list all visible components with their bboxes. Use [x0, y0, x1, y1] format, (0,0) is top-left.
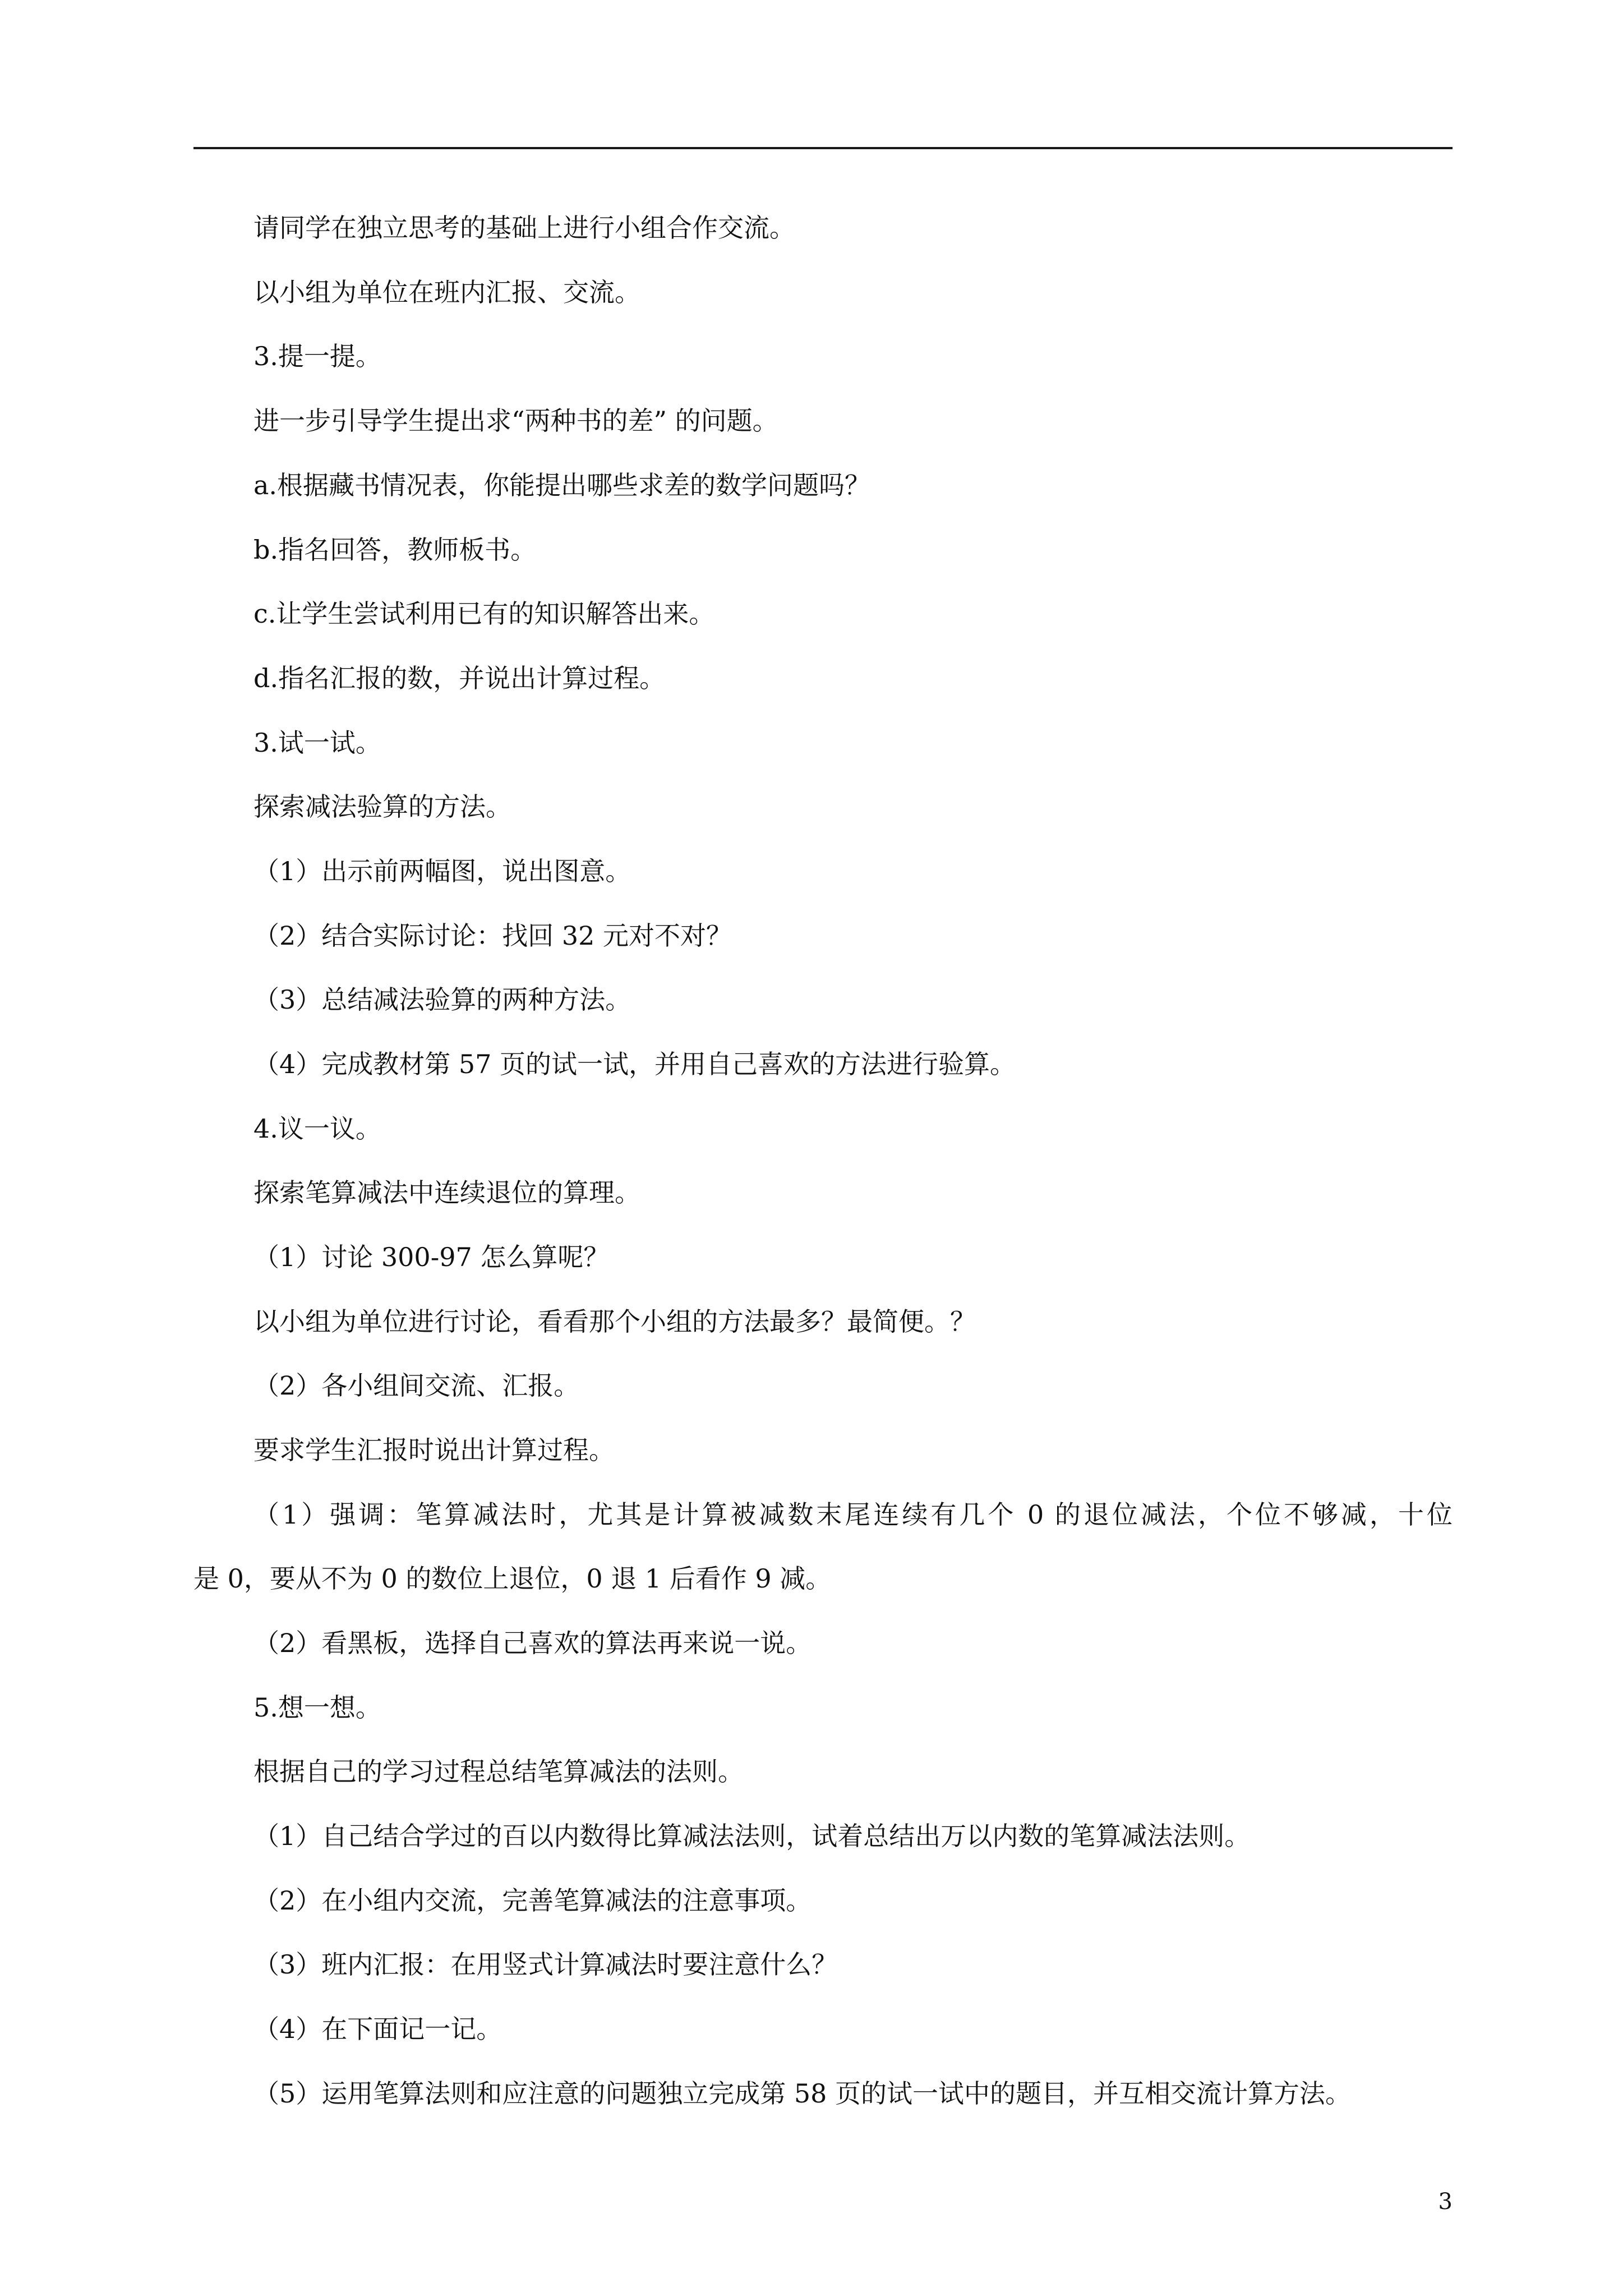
text-line: 以小组为单位在班内汇报、交流。	[253, 277, 640, 307]
text-line: 以小组为单位进行讨论，看看那个小组的方法最多？最简便。？	[253, 1306, 976, 1337]
text-line: d.指名汇报的数，并说出计算过程。	[253, 663, 666, 693]
text-line: （2）在小组内交流，完善笔算减法的注意事项。	[253, 1885, 812, 1916]
text-line: （2）看黑板，选择自己喜欢的算法再来说一说。	[253, 1628, 812, 1658]
text-line: a.根据藏书情况表，你能提出哪些求差的数学问题吗？	[253, 470, 871, 500]
text-line: （2）结合实际讨论：找回 32 元对不对？	[253, 921, 732, 951]
text-line: 进一步引导学生提出求“两种书的差” 的问题。	[253, 406, 778, 436]
text-line: 根据自己的学习过程总结笔算减法的法则。	[253, 1756, 744, 1787]
text-line: （4）在下面记一记。	[253, 2014, 502, 2044]
text-line: （1）讨论 300-97 怎么算呢？	[253, 1242, 610, 1272]
section-heading: 4.议一议。	[253, 1114, 381, 1144]
text-line: 探索减法验算的方法。	[253, 792, 511, 822]
text-line: （3）班内汇报：在用竖式计算减法时要注意什么？	[253, 1949, 838, 1980]
text-line: （1）强调：笔算减法时，尤其是计算被减数末尾连续有几个 0 的退位减法，个位不够减，十位	[253, 1499, 1453, 1530]
section-heading: 3.提一提。	[253, 341, 381, 371]
text-line-continuation: 是 0，要从不为 0 的数位上退位，0 退 1 后看作 9 减。	[193, 1563, 832, 1594]
text-line: b.指名回答，教师板书。	[253, 535, 537, 565]
header-rule	[193, 147, 1453, 149]
text-line: （4）完成教材第 57 页的试一试，并用自己喜欢的方法进行验算。	[253, 1049, 1016, 1079]
text-line: （1）自己结合学过的百以内数得比算减法法则，试着总结出万以内数的笔算减法法则。	[253, 1821, 1251, 1851]
text-line: （2）各小组间交流、汇报。	[253, 1370, 580, 1401]
section-heading: 3.试一试。	[253, 728, 381, 758]
text-line: 要求学生汇报时说出计算过程。	[253, 1435, 615, 1465]
text-line: （5）运用笔算法则和应注意的问题独立完成第 58 页的试一试中的题目，并互相交流计算方法。	[253, 2078, 1352, 2109]
section-heading: 5.想一想。	[253, 1692, 381, 1723]
text-line: 请同学在独立思考的基础上进行小组合作交流。	[253, 213, 795, 243]
text-line: （1）出示前两幅图，说出图意。	[253, 856, 631, 886]
text-line: 探索笔算减法中连续退位的算理。	[253, 1177, 640, 1208]
text-line: （3）总结减法验算的两种方法。	[253, 984, 631, 1015]
text-line: c.让学生尝试利用已有的知识解答出来。	[253, 599, 715, 629]
page-number: 3	[1438, 2189, 1453, 2215]
